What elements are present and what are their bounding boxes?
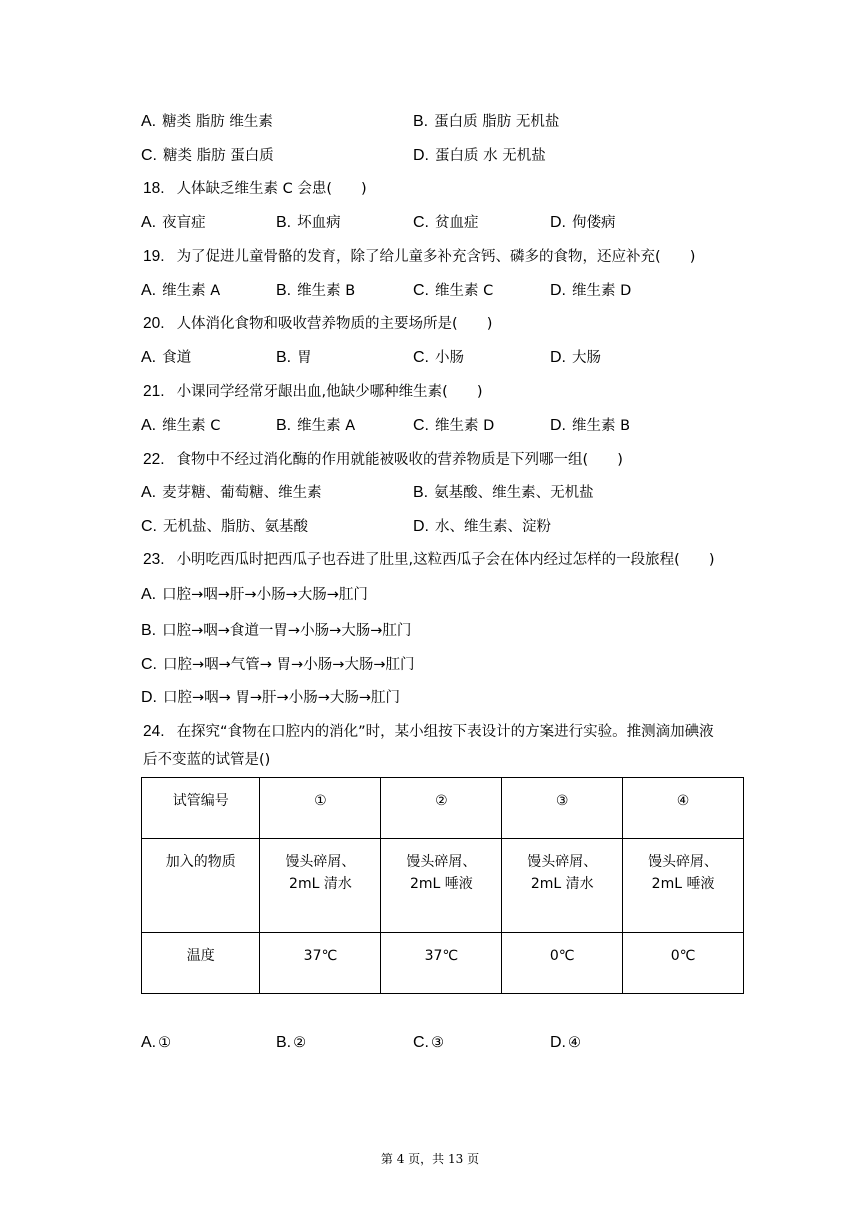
q17-option-a: A. 糖类 脂肪 维生素	[141, 113, 273, 130]
table-cell: 馒头碎屑、 2mL 唾液	[381, 839, 502, 933]
table-cell: 0℃	[623, 933, 744, 994]
table-cell: 加入的物质	[142, 839, 260, 933]
q24-option-c: C. ③	[413, 1034, 444, 1051]
q18-stem: 18. 人体缺乏维生素 C 会患( )	[143, 180, 367, 197]
q18-option-c: C. 贫血症	[413, 214, 479, 231]
q20-option-a: A. 食道	[141, 349, 192, 366]
q22-option-a: A. 麦芽糖、葡萄糖、维生素	[141, 484, 322, 501]
q23-option-b: B. 口腔→咽→食道一胃→小肠→大肠→肛门	[141, 622, 412, 639]
q19-option-b: B. 维生素 B	[276, 282, 356, 299]
table-cell: 37℃	[260, 933, 381, 994]
table-cell: 试管编号	[142, 778, 260, 839]
q19-option-a: A. 维生素 A	[141, 282, 221, 299]
table-cell: 馒头碎屑、 2mL 清水	[260, 839, 381, 933]
table-row	[142, 839, 744, 933]
q21-stem: 21. 小课同学经常牙龈出血,他缺少哪种维生素( )	[143, 383, 483, 400]
q17-option-c: C. 糖类 脂肪 蛋白质	[141, 147, 274, 164]
q21-option-c: C. 维生素 D	[413, 417, 495, 434]
q20-stem: 20. 人体消化食物和吸收营养物质的主要场所是( )	[143, 315, 493, 332]
q24-stem-line1: 24. 在探究“食物在口腔内的消化”时，某小组按下表设计的方案进行实验。推测滴加碘液	[143, 723, 714, 740]
q20-option-b: B. 胃	[276, 349, 312, 366]
table-cell: ②	[381, 778, 502, 839]
table-cell: 温度	[142, 933, 260, 994]
table-row	[142, 778, 744, 839]
experiment-table	[141, 777, 744, 994]
q20-option-c: C. 小肠	[413, 349, 464, 366]
q21-option-a: A. 维生素 C	[141, 417, 221, 434]
q21-option-d: D. 维生素 B	[550, 417, 631, 434]
table-cell: 37℃	[381, 933, 502, 994]
q20-option-d: D. 大肠	[550, 349, 601, 366]
q24-option-a: A. ①	[141, 1034, 172, 1051]
q24-option-d: D. ④	[550, 1034, 581, 1051]
q23-option-d: D. 口腔→咽→ 胃→肝→小肠→大肠→肛门	[141, 689, 401, 706]
q18-option-b: B. 坏血病	[276, 214, 341, 231]
table-row	[142, 933, 744, 994]
q24-stem-line2: 后不变蓝的试管是()	[143, 752, 271, 768]
q23-option-a: A. 口腔→咽→肝→小肠→大肠→肛门	[141, 586, 368, 603]
q22-option-d: D. 水、维生素、淀粉	[413, 518, 551, 535]
q19-option-c: C. 维生素 C	[413, 282, 494, 299]
table-cell: ①	[260, 778, 381, 839]
q21-option-b: B. 维生素 A	[276, 417, 356, 434]
q18-option-a: A. 夜盲症	[141, 214, 206, 231]
table-cell: ③	[502, 778, 623, 839]
q19-option-d: D. 维生素 D	[550, 282, 632, 299]
page-footer: 第 4 页，共 13 页	[380, 1152, 480, 1166]
q17-option-b: B. 蛋白质 脂肪 无机盐	[413, 113, 560, 130]
q17-option-d: D. 蛋白质 水 无机盐	[413, 147, 546, 164]
table-cell: 馒头碎屑、 2mL 清水	[502, 839, 623, 933]
q23-option-c: C. 口腔→咽→气管→ 胃→小肠→大肠→肛门	[141, 656, 415, 673]
table-cell: ④	[623, 778, 744, 839]
q24-option-b: B. ②	[276, 1034, 307, 1051]
table-cell: 0℃	[502, 933, 623, 994]
table-cell: 馒头碎屑、 2mL 唾液	[623, 839, 744, 933]
q22-option-c: C. 无机盐、脂肪、氨基酸	[141, 518, 308, 535]
q19-stem: 19. 为了促进儿童骨骼的发育，除了给儿童多补充含钙、磷多的食物，还应补充( )	[143, 248, 696, 265]
q22-option-b: B. 氨基酸、维生素、无机盐	[413, 484, 594, 501]
q22-stem: 22. 食物中不经过消化酶的作用就能被吸收的营养物质是下列哪一组( )	[143, 451, 623, 468]
q18-option-d: D. 佝偻病	[550, 214, 616, 231]
q23-stem: 23. 小明吃西瓜时把西瓜子也吞进了肚里,这粒西瓜子会在体内经过怎样的一段旅程( )	[143, 551, 715, 568]
